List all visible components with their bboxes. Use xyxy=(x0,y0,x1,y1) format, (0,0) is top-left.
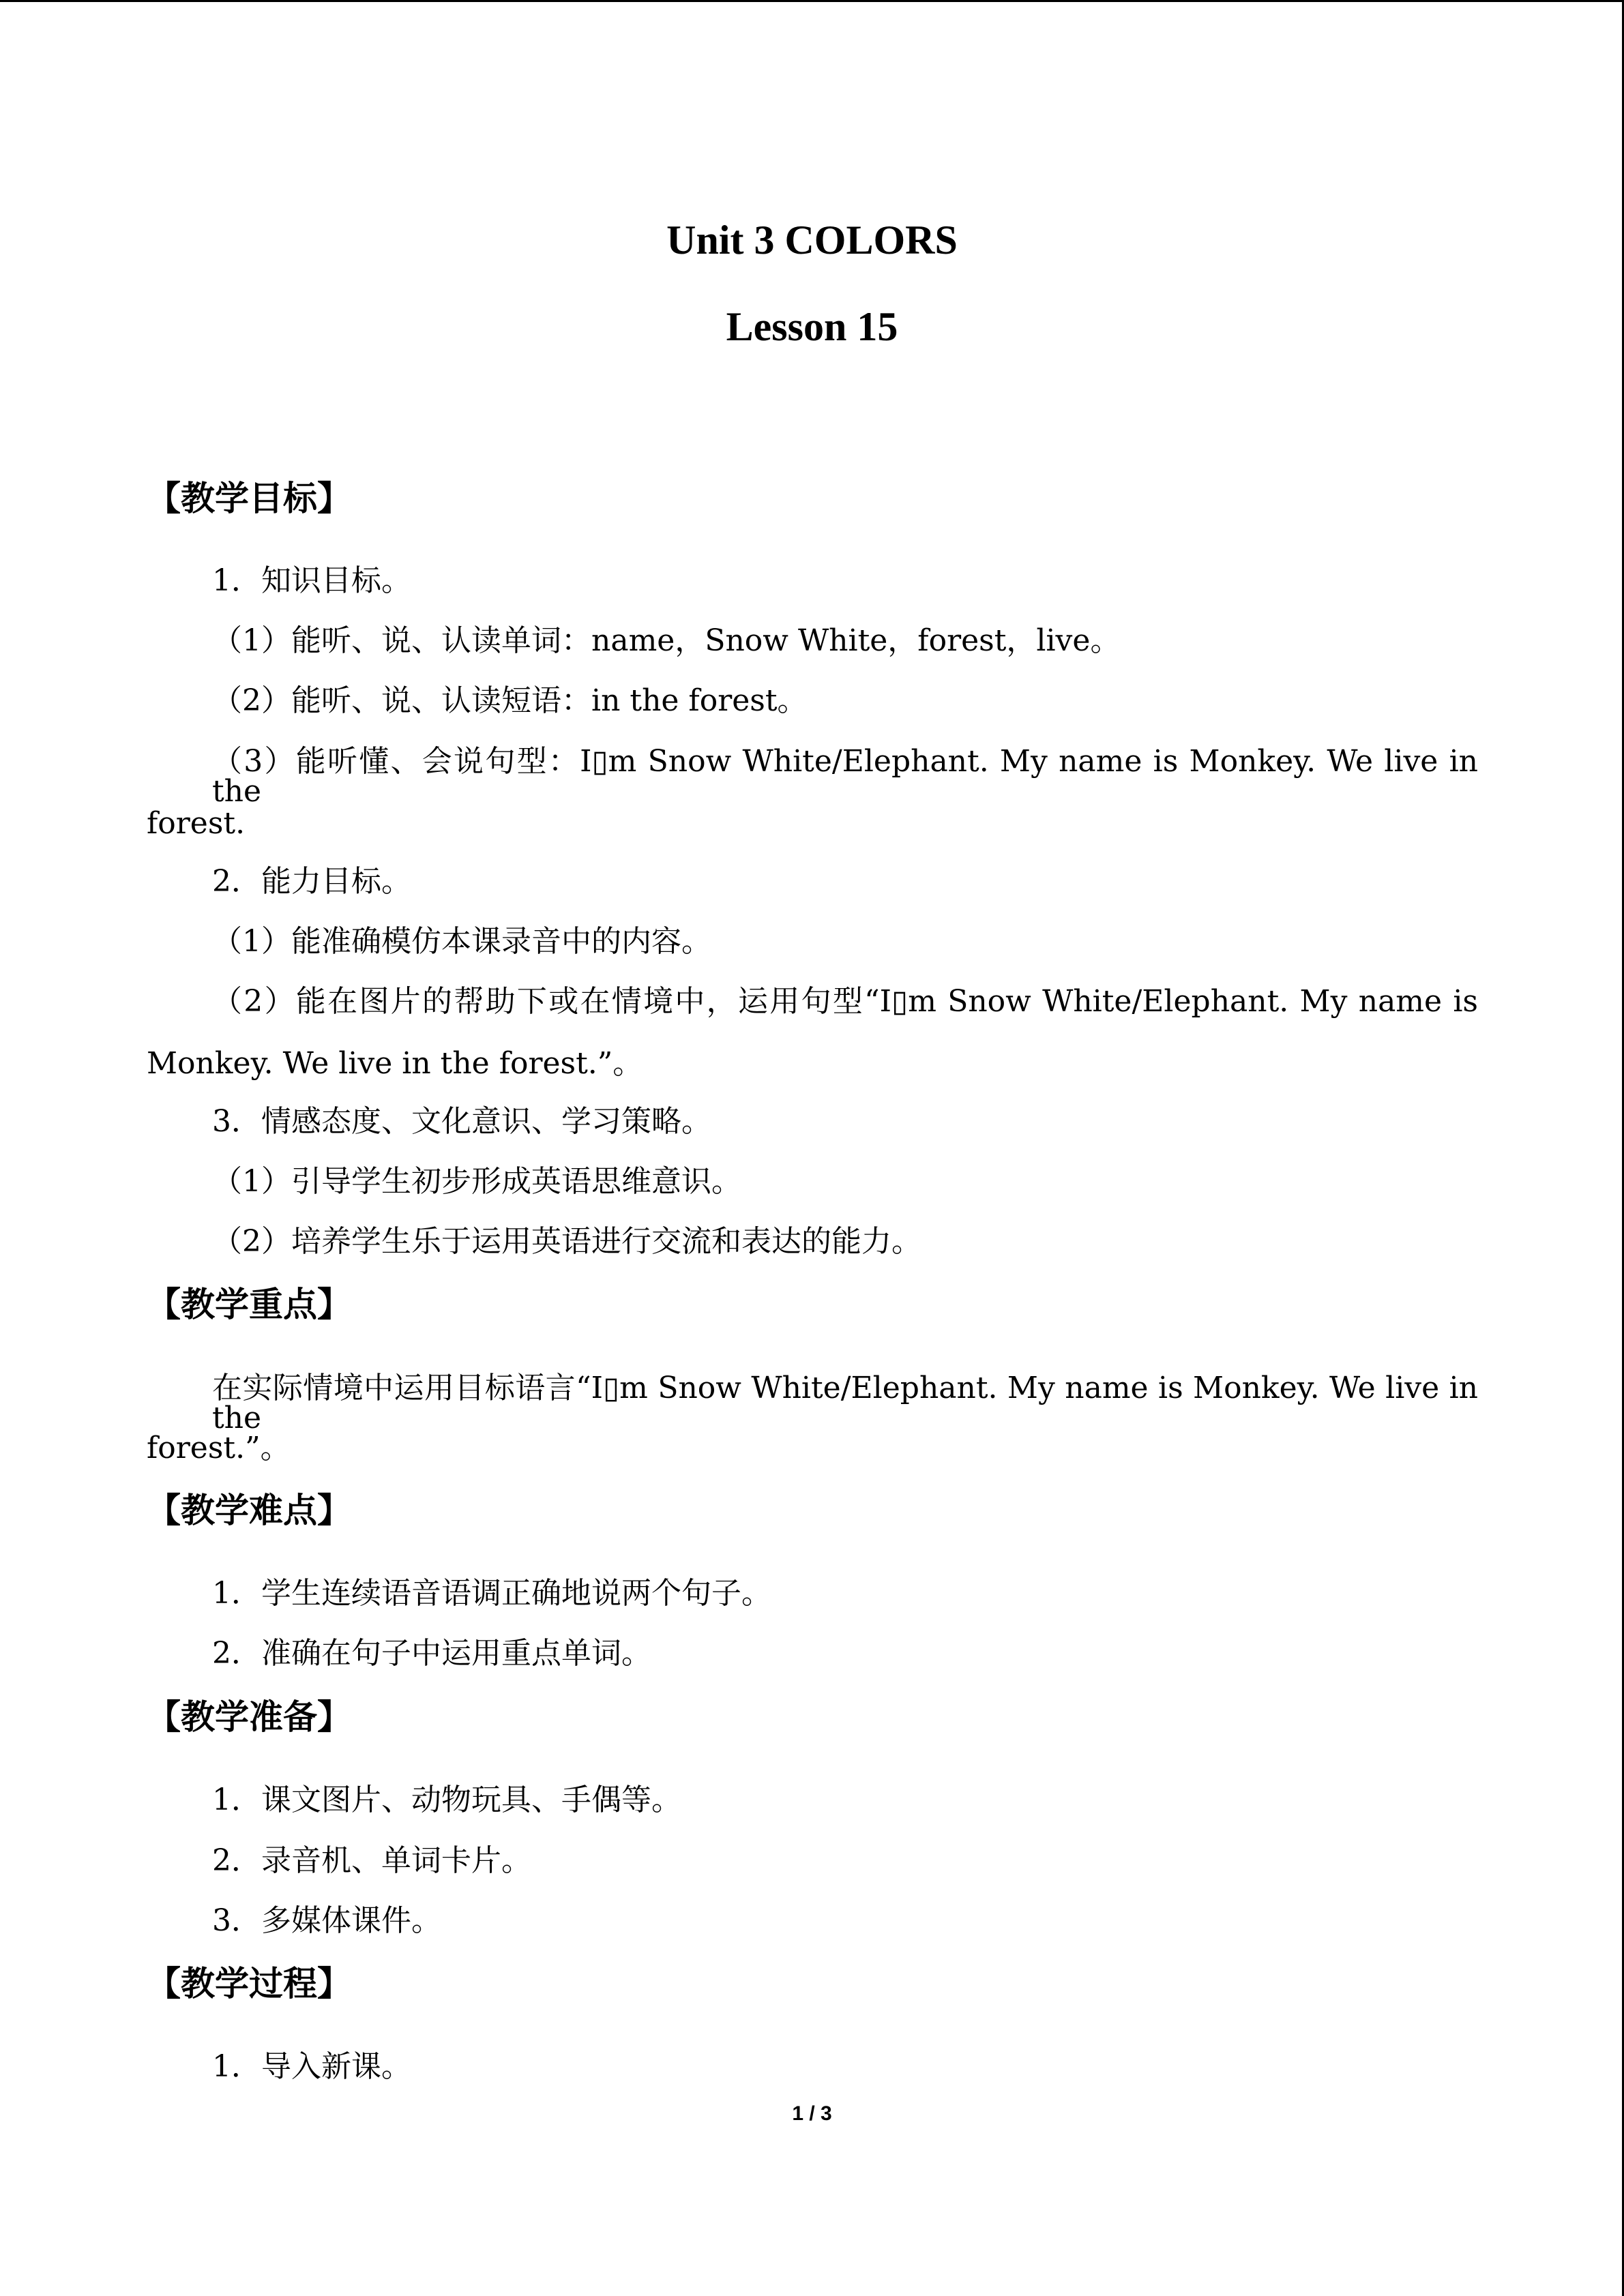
objective-line: 2．能力目标。 xyxy=(212,864,411,899)
objective-line: （1）能准确模仿本课录音中的内容。 xyxy=(212,924,711,959)
preparation-heading: 【教学准备】 xyxy=(147,1697,351,1737)
process-line: 1．导入新课。 xyxy=(212,2049,411,2084)
unit-title: Unit 3 COLORS xyxy=(666,218,958,263)
objectives-heading: 【教学目标】 xyxy=(147,479,351,518)
objective-line: （1）引导学生初步形成英语思维意识。 xyxy=(212,1164,741,1199)
objective-line: forest. xyxy=(147,806,246,841)
objective-line: （2）培养学生乐于运用英语进行交流和表达的能力。 xyxy=(212,1224,921,1259)
difficulties-heading: 【教学难点】 xyxy=(147,1491,351,1530)
objective-line: （2）能听、说、认读短语：in the forest。 xyxy=(212,683,808,718)
difficulty-line: 2．准确在句子中运用重点单词。 xyxy=(212,1636,651,1671)
key-points-heading: 【教学重点】 xyxy=(147,1285,351,1324)
objective-line: 3．情感态度、文化意识、学习策略。 xyxy=(212,1104,711,1139)
objective-line: （1）能听、说、认读单词：name，Snow White，forest，live。 xyxy=(212,623,1121,658)
preparation-line: 2．录音机、单词卡片。 xyxy=(212,1843,531,1878)
preparation-line: 3．多媒体课件。 xyxy=(212,1903,441,1938)
key-point-line: 在实际情境中运用目标语言“I▯m Snow White/Elephant. My name is Monkey. We live in the xyxy=(212,1371,1478,1435)
difficulty-line: 1．学生连续语音语调正确地说两个句子。 xyxy=(212,1576,771,1611)
preparation-line: 1．课文图片、动物玩具、手偶等。 xyxy=(212,1783,681,1817)
objective-line: 1．知识目标。 xyxy=(212,563,411,598)
key-point-line: forest.”。 xyxy=(147,1431,291,1465)
page-number: 1 / 3 xyxy=(792,2102,832,2125)
objective-line: （3）能听懂、会说句型：I▯m Snow White/Elephant. My name is Monkey. We live in the xyxy=(212,744,1478,809)
process-heading: 【教学过程】 xyxy=(147,1964,351,2003)
lesson-title: Lesson 15 xyxy=(726,304,898,349)
objective-line: Monkey. We live in the forest.”。 xyxy=(147,1046,643,1081)
objective-line: （2）能在图片的帮助下或在情境中，运用句型“I▯m Snow White/Elephant. My name is xyxy=(212,984,1478,1019)
